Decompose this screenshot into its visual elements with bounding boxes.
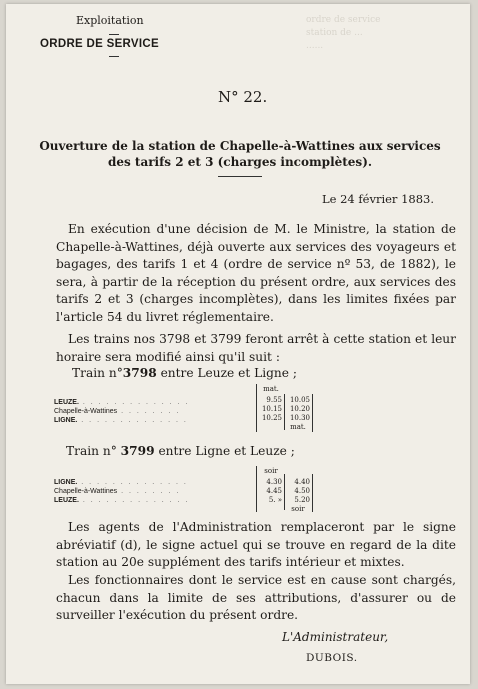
station-row: Chapelle-à-Wattines . . . . . . . . bbox=[54, 488, 181, 495]
order-title-line-1: Ouverture de la station de Chapelle-à-Wattines aux services bbox=[39, 139, 441, 153]
train-3798-new-times: 10.05 10.20 10.30 mat. bbox=[289, 396, 310, 431]
paragraph-trains: Les trains nos 3798 et 3799 feront arrêt à cette station et leur horaire sera modifié ainsi qu'il suit : bbox=[56, 332, 456, 364]
station-row: LIGNE. . . . . . . . . . . . . . . bbox=[54, 479, 188, 486]
train-3799-old-times: 4.30 4.45 5. » bbox=[266, 478, 282, 504]
station-row: Chapelle-à-Wattines . . . . . . . . bbox=[54, 408, 181, 415]
train-number: 3799 bbox=[120, 444, 155, 458]
department-label: Exploitation bbox=[76, 14, 144, 27]
train-number: 3798 bbox=[122, 366, 157, 380]
title-rule bbox=[218, 176, 262, 177]
order-number: N° 22. bbox=[218, 88, 268, 106]
train-route: entre Ligne et Leuze ; bbox=[158, 444, 295, 458]
train-route: entre Leuze et Ligne ; bbox=[160, 366, 297, 380]
signatory-title: L'Administrateur, bbox=[282, 630, 389, 644]
station-row: LIGNE. . . . . . . . . . . . . . . bbox=[54, 417, 188, 424]
bleed-through-text: ordre de service station de ... ...... bbox=[306, 15, 381, 51]
table-rule bbox=[312, 394, 313, 432]
train-3798-heading bbox=[72, 366, 297, 380]
paragraph-agents: Les agents de l'Administration remplaceront par le signe abréviatif (d), le signe actuel qui se trouve en regard de la dite station au 20e supplément des tarifs intérieur et mixtes. bbox=[56, 520, 456, 569]
train-3798-stations bbox=[54, 398, 254, 425]
paragraph-officials: Les fonctionnaires dont le service est en cause sont chargés, chacun dans la limite de ses attributions, d'assurer ou de surveiller l'exécution du présent ordre. bbox=[56, 573, 456, 622]
signatory-name: DUBOIS. bbox=[306, 652, 358, 664]
header-dash-top bbox=[109, 34, 119, 35]
document-page bbox=[6, 4, 470, 684]
train-3799-stations bbox=[54, 478, 254, 505]
table-rule bbox=[284, 474, 285, 510]
train-3798-period-top: mat. bbox=[263, 385, 279, 393]
order-title-line-2: des tarifs 2 et 3 (charges incomplètes). bbox=[107, 155, 373, 169]
paragraph-decision: En exécution d'une décision de M. le Ministre, la station de Chapelle-à-Wattines, déjà ouverte aux services des voyageurs et bagages, des tarifs 1 et 4 (ordre de service nº 53, de 1882), le sera, à partir de la réception du présent ordre, aux services des tarifs 2 et 3 (charges incomplètes), dans les limites fixées par l'article 54 du livret réglementaire. bbox=[56, 222, 456, 324]
order-title bbox=[20, 138, 460, 170]
train-prefix: Train n° bbox=[66, 444, 117, 458]
station-row: LEUZE. . . . . . . . . . . . . . . bbox=[54, 497, 190, 504]
train-prefix: Train n° bbox=[72, 366, 123, 380]
train-3799-period-top: soir bbox=[264, 467, 278, 475]
table-rule bbox=[312, 474, 313, 512]
doc-type-heading: ORDRE DE SERVICE bbox=[40, 38, 159, 50]
train-3799-new-times: 4.40 4.50 5.20 soir bbox=[291, 478, 310, 513]
train-3798-old-times: 9.55 10.15 10.25 bbox=[261, 396, 282, 422]
table-rule bbox=[256, 466, 257, 512]
table-rule bbox=[256, 384, 257, 432]
station-row: LEUZE. . . . . . . . . . . . . . . bbox=[54, 399, 190, 406]
header-dash-bottom bbox=[109, 56, 119, 57]
train-3799-heading bbox=[66, 444, 295, 458]
order-date: Le 24 février 1883. bbox=[322, 192, 435, 206]
table-rule bbox=[284, 394, 285, 430]
